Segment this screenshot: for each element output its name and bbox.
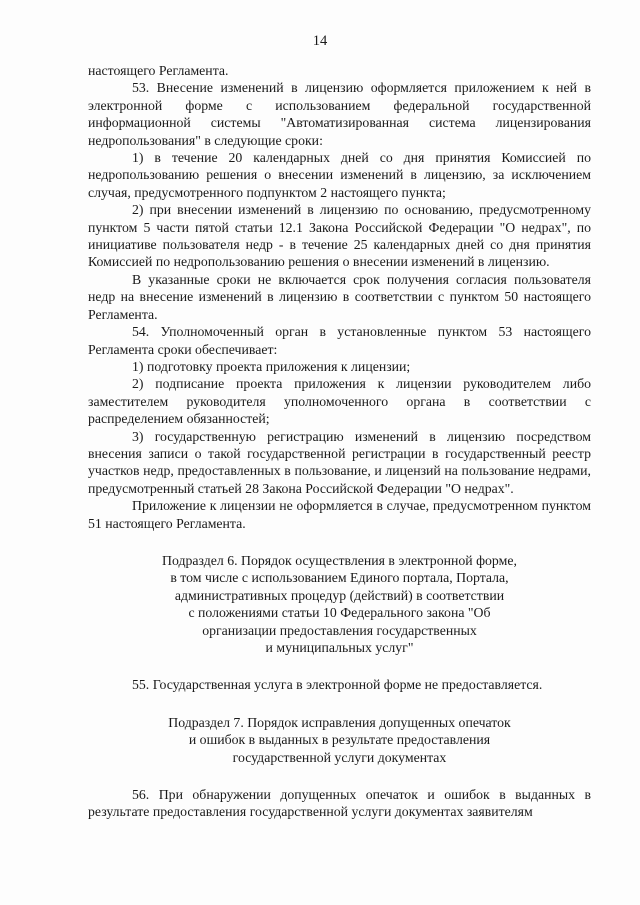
- heading-line: государственной услуги документах: [232, 749, 447, 765]
- paragraph-54-item-3: 3) государственную регистрацию изменений в лицензию посредством внесения записи о такой государственной регистрации в государственный реестр участков недр, предоставленных в пользование, и лицензий на пользование недрами, предусмотренный статьей 28 Закона Российской Федерации "О недрах".: [88, 428, 591, 496]
- paragraph-53-note: В указанные сроки не включается срок получения согласия пользователя недр на внесение изменений в лицензию в соответствии с пунктом 50 настоящего Регламента.: [88, 271, 591, 322]
- heading-line: и ошибок в выданных в результате предоставления: [188, 732, 491, 748]
- paragraph-55: 55. Государственная услуга в электронной форме не предоставляется.: [132, 677, 543, 693]
- heading-line: и муниципальных услуг": [265, 640, 414, 655]
- document-body: [88, 62, 591, 821]
- paragraph: настоящего Регламента.: [88, 63, 229, 78]
- page-number: 14: [312, 33, 328, 49]
- heading-line: организации предоставления государственных: [202, 622, 477, 638]
- paragraph-54-item-2: 2) подписание проекта приложения к лицензии руководителем либо заместителем руководителя уполномоченного органа в соответствии с распределением обязанностей;: [88, 376, 591, 427]
- subsection-7-heading: [88, 714, 591, 766]
- heading-line: административных процедур (действий) в соответствии: [174, 587, 505, 603]
- paragraph-54-item-1: 1) подготовку проекта приложения к лицензии;: [132, 358, 411, 374]
- heading-line: в том числе с использованием Единого портала, Портала,: [170, 570, 509, 586]
- paragraph-53-item-1: 1) в течение 20 календарных дней со дня принятия Комиссией по недропользованию решения о внесении изменений в лицензию, за исключением случая, предусмотренного подпунктом 2 настоящего пункта;: [88, 150, 591, 200]
- paragraph-53-item-2: 2) при внесении изменений в лицензию по основанию, предусмотренному пунктом 5 части пятой статьи 12.1 Закона Российской Федерации "О недрах", по инициативе пользователя недр - в течение 25 календарных дней со дня принятия Комиссией по недропользованию решения о внесении изменений в лицензию.: [88, 202, 591, 270]
- heading-line: Подраздел 6. Порядок осуществления в электронной форме,: [162, 552, 517, 568]
- paragraph-53: 53. Внесение изменений в лицензию оформляется приложением к ней в электронной форме с использованием федеральной государственной информационной системы "Автоматизированная система лицензирования недропользования" в следующие сроки:: [88, 80, 591, 148]
- subsection-6-heading: [88, 552, 591, 656]
- paragraph-54: 54. Уполномоченный орган в установленные пунктом 53 настоящего Регламента сроки обеспечивает:: [88, 324, 591, 357]
- heading-line: Подраздел 7. Порядок исправления допущенных опечаток: [168, 714, 511, 730]
- paragraph-54-note: Приложение к лицензии не оформляется в случае, предусмотренном пунктом 51 настоящего Регламента.: [88, 498, 591, 531]
- heading-line: с положениями статьи 10 Федерального закона "Об: [188, 605, 491, 621]
- paragraph-56: 56. При обнаружении допущенных опечаток и ошибок в выданных в результате предоставления государственной услуги документах заявителям: [88, 787, 591, 820]
